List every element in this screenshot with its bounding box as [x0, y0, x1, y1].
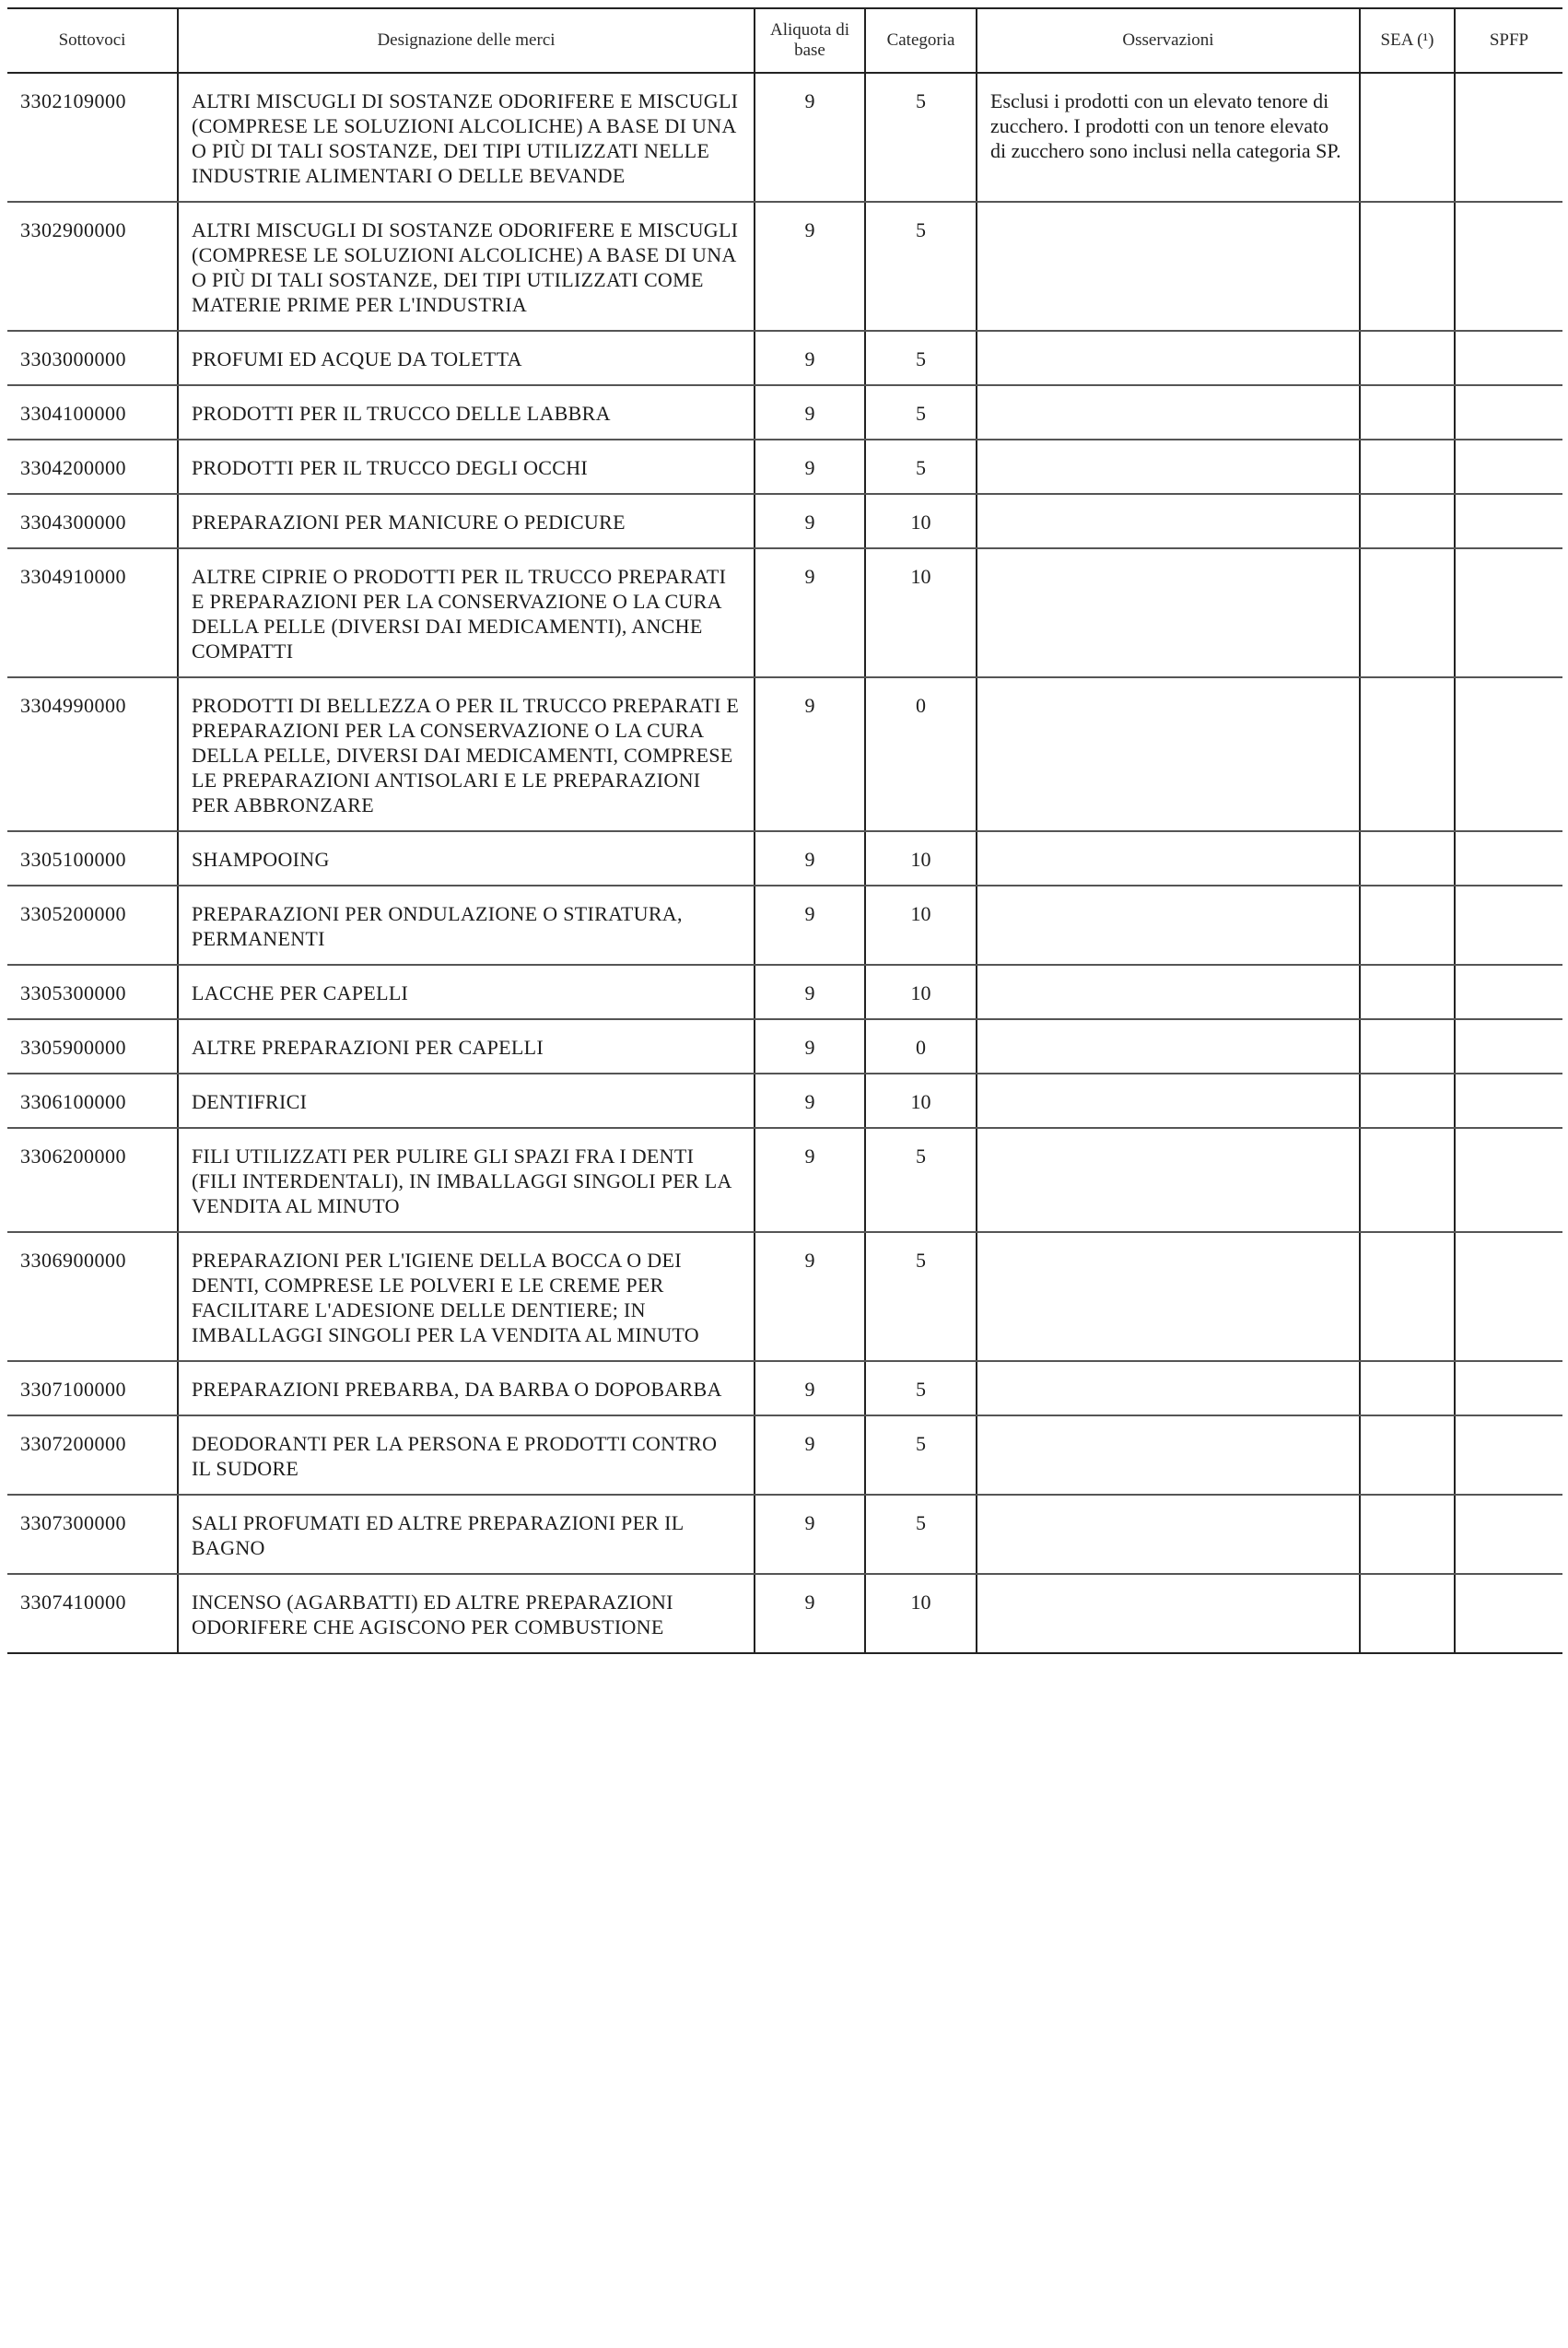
cell-sottovoce: 3304100000 — [7, 385, 178, 440]
cell-aliquota: 9 — [755, 1361, 865, 1415]
tariff-table — [7, 7, 1562, 1654]
cell-sea — [1360, 1232, 1455, 1361]
cell-categoria: 10 — [865, 494, 977, 548]
cell-designazione: PREPARAZIONI PREBARBA, DA BARBA O DOPOBARBA — [178, 1361, 755, 1415]
cell-osservazioni — [977, 1415, 1360, 1495]
table-row — [7, 1574, 1562, 1653]
cell-aliquota: 9 — [755, 494, 865, 548]
cell-sea — [1360, 831, 1455, 886]
cell-spfp — [1455, 331, 1562, 385]
cell-sea — [1360, 886, 1455, 965]
cell-osservazioni — [977, 1495, 1360, 1574]
cell-aliquota: 9 — [755, 548, 865, 677]
cell-sea — [1360, 677, 1455, 831]
cell-osservazioni — [977, 202, 1360, 331]
cell-categoria: 10 — [865, 831, 977, 886]
cell-designazione: SHAMPOOING — [178, 831, 755, 886]
table-row — [7, 1019, 1562, 1074]
cell-sottovoce: 3305300000 — [7, 965, 178, 1019]
cell-sottovoce: 3303000000 — [7, 331, 178, 385]
cell-sottovoce: 3304910000 — [7, 548, 178, 677]
cell-sottovoce: 3307300000 — [7, 1495, 178, 1574]
table-row — [7, 494, 1562, 548]
cell-designazione: LACCHE PER CAPELLI — [178, 965, 755, 1019]
cell-categoria: 5 — [865, 1232, 977, 1361]
cell-designazione: PRODOTTI DI BELLEZZA O PER IL TRUCCO PREPARATI E PREPARAZIONI PER LA CONSERVAZIONE O LA CURA DELLA PELLE, DIVERSI DAI MEDICAMENTI, COMPRESE LE PREPARAZIONI ANTISOLARI E LE PREPARAZIONI PER ABBRONZARE — [178, 677, 755, 831]
cell-sottovoce: 3307100000 — [7, 1361, 178, 1415]
cell-designazione: PREPARAZIONI PER ONDULAZIONE O STIRATURA, PERMANENTI — [178, 886, 755, 965]
cell-sea — [1360, 1415, 1455, 1495]
cell-sea — [1360, 494, 1455, 548]
header-aliquota: Aliquota di base — [755, 8, 865, 73]
cell-sea — [1360, 202, 1455, 331]
table-row — [7, 202, 1562, 331]
cell-osservazioni — [977, 440, 1360, 494]
cell-aliquota: 9 — [755, 831, 865, 886]
cell-categoria: 5 — [865, 1495, 977, 1574]
cell-designazione: PREPARAZIONI PER L'IGIENE DELLA BOCCA O DEI DENTI, COMPRESE LE POLVERI E LE CREME PER FACILITARE L'ADESIONE DELLE DENTIERE; IN IMBALLAGGI SINGOLI PER LA VENDITA AL MINUTO — [178, 1232, 755, 1361]
cell-osservazioni — [977, 1232, 1360, 1361]
cell-sea — [1360, 965, 1455, 1019]
cell-sea — [1360, 385, 1455, 440]
cell-designazione: INCENSO (AGARBATTI) ED ALTRE PREPARAZIONI ODORIFERE CHE AGISCONO PER COMBUSTIONE — [178, 1574, 755, 1653]
cell-spfp — [1455, 677, 1562, 831]
cell-aliquota: 9 — [755, 1074, 865, 1128]
cell-designazione: PRODOTTI PER IL TRUCCO DEGLI OCCHI — [178, 440, 755, 494]
cell-aliquota: 9 — [755, 677, 865, 831]
cell-aliquota: 9 — [755, 886, 865, 965]
cell-osservazioni — [977, 494, 1360, 548]
cell-sottovoce: 3302109000 — [7, 73, 178, 202]
cell-sea — [1360, 73, 1455, 202]
cell-spfp — [1455, 385, 1562, 440]
cell-sottovoce: 3305200000 — [7, 886, 178, 965]
cell-spfp — [1455, 886, 1562, 965]
cell-osservazioni — [977, 965, 1360, 1019]
header-sea: SEA (¹) — [1360, 8, 1455, 73]
cell-aliquota: 9 — [755, 1232, 865, 1361]
cell-categoria: 10 — [865, 886, 977, 965]
cell-categoria: 5 — [865, 1128, 977, 1232]
cell-sottovoce: 3306200000 — [7, 1128, 178, 1232]
cell-categoria: 5 — [865, 202, 977, 331]
cell-osservazioni — [977, 886, 1360, 965]
header-row — [7, 8, 1562, 73]
cell-sea — [1360, 548, 1455, 677]
cell-sea — [1360, 1128, 1455, 1232]
cell-aliquota: 9 — [755, 1495, 865, 1574]
cell-osservazioni — [977, 1074, 1360, 1128]
cell-spfp — [1455, 548, 1562, 677]
cell-spfp — [1455, 1019, 1562, 1074]
table-row — [7, 440, 1562, 494]
table-row — [7, 1128, 1562, 1232]
cell-designazione: PROFUMI ED ACQUE DA TOLETTA — [178, 331, 755, 385]
header-spfp: SPFP — [1455, 8, 1562, 73]
table-row — [7, 965, 1562, 1019]
cell-aliquota: 9 — [755, 331, 865, 385]
cell-osservazioni — [977, 331, 1360, 385]
cell-designazione: PRODOTTI PER IL TRUCCO DELLE LABBRA — [178, 385, 755, 440]
cell-sottovoce: 3307410000 — [7, 1574, 178, 1653]
cell-designazione: ALTRI MISCUGLI DI SOSTANZE ODORIFERE E MISCUGLI (COMPRESE LE SOLUZIONI ALCOLICHE) A BASE DI UNA O PIÙ DI TALI SOSTANZE, DEI TIPI UTILIZZATI NELLE INDUSTRIE ALIMENTARI O DELLE BEVANDE — [178, 73, 755, 202]
cell-categoria: 5 — [865, 385, 977, 440]
cell-designazione: ALTRE CIPRIE O PRODOTTI PER IL TRUCCO PREPARATI E PREPARAZIONI PER LA CONSERVAZIONE O LA CURA DELLA PELLE (DIVERSI DAI MEDICAMENTI), ANCHE COMPATTI — [178, 548, 755, 677]
table-row — [7, 677, 1562, 831]
header-osservazioni: Osservazioni — [977, 8, 1360, 73]
table-body — [7, 73, 1562, 1653]
cell-sottovoce: 3305900000 — [7, 1019, 178, 1074]
cell-spfp — [1455, 1232, 1562, 1361]
cell-sottovoce: 3306900000 — [7, 1232, 178, 1361]
cell-sea — [1360, 440, 1455, 494]
cell-designazione: DEODORANTI PER LA PERSONA E PRODOTTI CONTRO IL SUDORE — [178, 1415, 755, 1495]
cell-sottovoce: 3305100000 — [7, 831, 178, 886]
cell-osservazioni — [977, 385, 1360, 440]
table-row — [7, 331, 1562, 385]
cell-sea — [1360, 1574, 1455, 1653]
cell-spfp — [1455, 1574, 1562, 1653]
cell-spfp — [1455, 965, 1562, 1019]
cell-aliquota: 9 — [755, 1128, 865, 1232]
cell-designazione: ALTRE PREPARAZIONI PER CAPELLI — [178, 1019, 755, 1074]
cell-categoria: 5 — [865, 1415, 977, 1495]
cell-categoria: 5 — [865, 440, 977, 494]
cell-sottovoce: 3302900000 — [7, 202, 178, 331]
cell-spfp — [1455, 831, 1562, 886]
cell-categoria: 10 — [865, 965, 977, 1019]
cell-spfp — [1455, 1074, 1562, 1128]
cell-aliquota: 9 — [755, 965, 865, 1019]
cell-aliquota: 9 — [755, 1019, 865, 1074]
cell-categoria: 10 — [865, 1074, 977, 1128]
cell-aliquota: 9 — [755, 1415, 865, 1495]
cell-spfp — [1455, 440, 1562, 494]
cell-osservazioni — [977, 677, 1360, 831]
cell-categoria: 10 — [865, 1574, 977, 1653]
document-page — [0, 7, 1568, 1654]
cell-osservazioni — [977, 548, 1360, 677]
table-row — [7, 385, 1562, 440]
cell-categoria: 0 — [865, 677, 977, 831]
cell-spfp — [1455, 1495, 1562, 1574]
cell-spfp — [1455, 1128, 1562, 1232]
cell-osservazioni — [977, 1574, 1360, 1653]
cell-designazione: ALTRI MISCUGLI DI SOSTANZE ODORIFERE E MISCUGLI (COMPRESE LE SOLUZIONI ALCOLICHE) A BASE DI UNA O PIÙ DI TALI SOSTANZE, DEI TIPI UTILIZZATI COME MATERIE PRIME PER L'INDUSTRIA — [178, 202, 755, 331]
header-designazione: Designazione delle merci — [178, 8, 755, 73]
cell-sottovoce: 3307200000 — [7, 1415, 178, 1495]
cell-sea — [1360, 1361, 1455, 1415]
cell-aliquota: 9 — [755, 1574, 865, 1653]
cell-osservazioni — [977, 1128, 1360, 1232]
cell-categoria: 0 — [865, 1019, 977, 1074]
cell-sea — [1360, 1074, 1455, 1128]
table-row — [7, 1232, 1562, 1361]
cell-spfp — [1455, 494, 1562, 548]
cell-aliquota: 9 — [755, 73, 865, 202]
cell-sea — [1360, 1019, 1455, 1074]
cell-spfp — [1455, 1361, 1562, 1415]
cell-osservazioni — [977, 831, 1360, 886]
cell-spfp — [1455, 202, 1562, 331]
cell-sottovoce: 3304990000 — [7, 677, 178, 831]
cell-designazione: SALI PROFUMATI ED ALTRE PREPARAZIONI PER IL BAGNO — [178, 1495, 755, 1574]
cell-osservazioni: Esclusi i prodotti con un elevato tenore di zucchero. I prodotti con un tenore elevato di zucchero sono inclusi nella categoria SP. — [977, 73, 1360, 202]
cell-sea — [1360, 331, 1455, 385]
table-row — [7, 1361, 1562, 1415]
cell-designazione: FILI UTILIZZATI PER PULIRE GLI SPAZI FRA I DENTI (FILI INTERDENTALI), IN IMBALLAGGI SINGOLI PER LA VENDITA AL MINUTO — [178, 1128, 755, 1232]
cell-designazione: DENTIFRICI — [178, 1074, 755, 1128]
table-header — [7, 8, 1562, 73]
table-row — [7, 73, 1562, 202]
cell-sottovoce: 3304300000 — [7, 494, 178, 548]
table-row — [7, 1495, 1562, 1574]
cell-sottovoce: 3306100000 — [7, 1074, 178, 1128]
cell-spfp — [1455, 1415, 1562, 1495]
cell-categoria: 5 — [865, 73, 977, 202]
table-row — [7, 886, 1562, 965]
cell-categoria: 10 — [865, 548, 977, 677]
cell-aliquota: 9 — [755, 440, 865, 494]
cell-osservazioni — [977, 1019, 1360, 1074]
cell-aliquota: 9 — [755, 202, 865, 331]
header-sottovoci: Sottovoci — [7, 8, 178, 73]
table-row — [7, 1074, 1562, 1128]
cell-designazione: PREPARAZIONI PER MANICURE O PEDICURE — [178, 494, 755, 548]
header-categoria: Categoria — [865, 8, 977, 73]
table-row — [7, 831, 1562, 886]
cell-categoria: 5 — [865, 331, 977, 385]
cell-aliquota: 9 — [755, 385, 865, 440]
table-row — [7, 548, 1562, 677]
cell-sottovoce: 3304200000 — [7, 440, 178, 494]
cell-osservazioni — [977, 1361, 1360, 1415]
cell-sea — [1360, 1495, 1455, 1574]
table-row — [7, 1415, 1562, 1495]
cell-spfp — [1455, 73, 1562, 202]
cell-categoria: 5 — [865, 1361, 977, 1415]
